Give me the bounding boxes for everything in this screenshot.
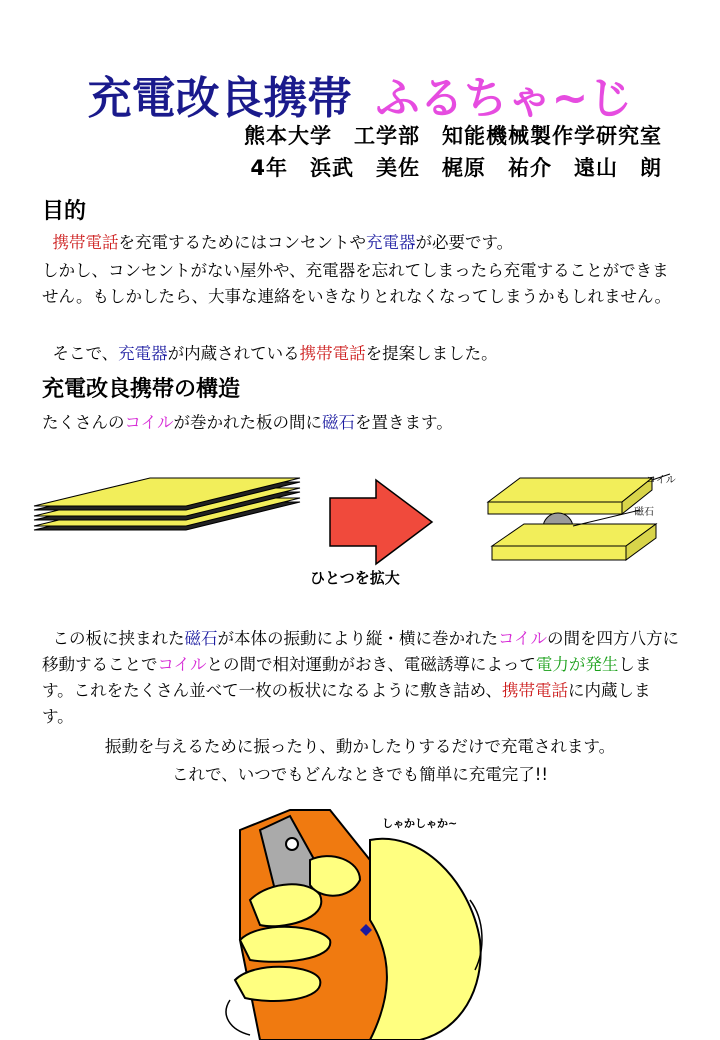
title-main: 充電改良携帯 (87, 73, 352, 124)
purpose-paragraph-2: しかし、コンセントがない屋外や、充電器を忘れてしまったら充電することができません。もしかしたら、大事な連絡をいきなりとれなくなってしまうかもしれません。 (42, 261, 671, 306)
diagram-caption: ひとつを拡大 (310, 569, 400, 587)
purpose-paragraph-3 (42, 341, 682, 367)
authors-line: 4年 浜武 美佐 梶原 祐介 遠山 朗 (250, 156, 662, 180)
text-run: を充電するためにはコンセントや (118, 233, 366, 252)
text-run: を置きます。 (355, 413, 453, 432)
page-title (0, 62, 720, 126)
text-run: に内蔵します。 (42, 681, 651, 726)
term-magnet: 磁石 (184, 629, 218, 648)
shake-sound-text: しゃかしゃか~ (382, 817, 458, 830)
term-coil: コイル (498, 629, 548, 648)
hand-shaking-phone-illustration (220, 800, 500, 1040)
term-keitai: 携帯電話 (52, 233, 119, 252)
explanation-paragraph (42, 626, 682, 730)
term-magnet: 磁石 (322, 413, 356, 432)
text-run: が巻かれた板の間に (173, 413, 323, 432)
text-run: が本体の振動により縦・横に巻かれた (217, 629, 498, 648)
text-run: との間で相対運動がおき、電磁誘導によって (206, 655, 536, 674)
label-magnet: 磁石 (634, 507, 654, 518)
term-charger: 充電器 (118, 344, 168, 363)
section-heading-purpose: 目的 (42, 199, 87, 224)
section-heading-structure: 充電改良携帯の構造 (42, 377, 241, 402)
term-power: 電力が発生 (535, 655, 619, 674)
text-run: を提案しました。 (365, 344, 498, 363)
label-coil: コイル (646, 475, 676, 486)
structure-paragraph (42, 410, 682, 436)
enlarge-arrow-icon (330, 480, 432, 564)
stacked-coil-plates (34, 478, 300, 530)
text-run: たくさんの (42, 413, 125, 432)
term-charger: 充電器 (366, 233, 416, 252)
title-sub: ふるちゃ~じ (375, 73, 633, 124)
term-coil: コイル (157, 655, 207, 674)
text-run: が必要です。 (415, 233, 514, 252)
coil-magnet-diagram (0, 440, 720, 580)
text-run: の間を四方八方に移動することで (42, 629, 680, 674)
affiliation-line: 熊本大学 工学部 知能機械製作学研究室 (244, 124, 662, 148)
explanation-line-3: これで、いつでもどんなときでも簡単に充電完了!! (172, 765, 548, 784)
text-run: この板に挟まれた (52, 629, 185, 648)
term-keitai: 携帯電話 (502, 681, 569, 700)
term-coil: コイル (124, 413, 174, 432)
term-keitai: 携帯電話 (299, 344, 366, 363)
text-run: します。これをたくさん並べて一枚の板状になるように敷き詰め、 (42, 655, 652, 700)
text-run: が内蔵されている (167, 344, 300, 363)
text-run: そこで、 (52, 344, 119, 363)
purpose-paragraph-1 (42, 230, 682, 256)
explanation-line-2: 振動を与えるために振ったり、動かしたりするだけで充電されます。 (104, 737, 616, 756)
